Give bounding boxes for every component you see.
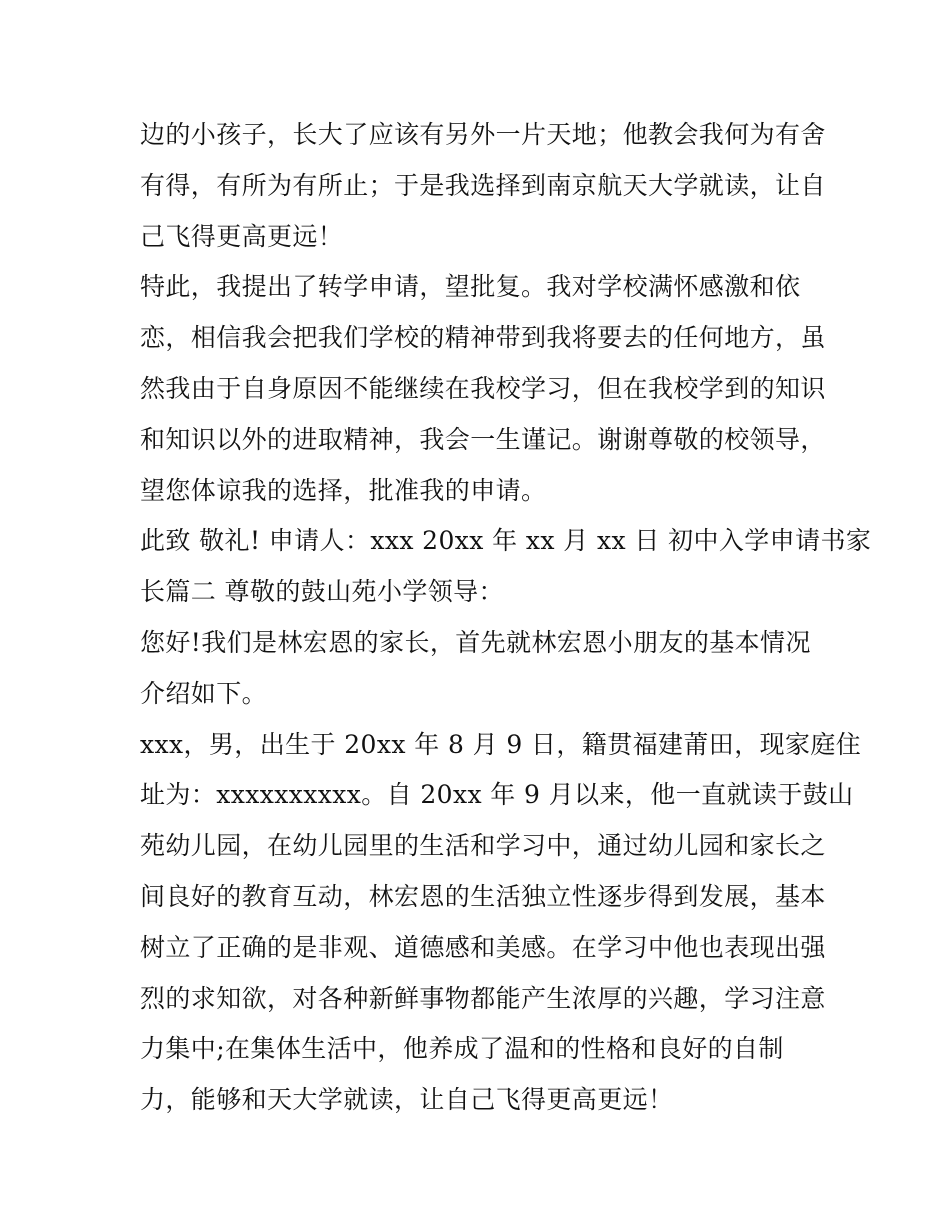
text-line: 址为：xxxxxxxxxx。自 20xx 年 9 月以来，他一直就读于鼓山 (140, 780, 854, 810)
text-line: 和知识以外的进取精神，我会一生谨记。谢谢尊敬的校领导， (140, 424, 826, 454)
text-line: 长篇二 尊敬的鼓山苑小学领导： (140, 577, 504, 607)
text-line: 边的小孩子，长大了应该有另外一片天地；他教会我何为有舍 (140, 120, 826, 149)
text-line: 望您体谅我的选择，批准我的申请。 (140, 475, 547, 505)
text-line: 特此，我提出了转学申请，望批复。我对学校满怀感激和依 (140, 272, 801, 302)
text-line: 烈的求知欲，对各种新鲜事物都能产生浓厚的兴趣，学习注意 (140, 983, 826, 1013)
text-line: 苑幼儿园，在幼儿园里的生活和学习中，通过幼儿园和家长之 (140, 831, 826, 861)
document-body (140, 110, 872, 1126)
text-line: 有得，有所为有所止；于是我选择到南京航天大学就读，让自 (140, 170, 826, 200)
text-line: 间良好的教育互动，林宏恩的生活独立性逐步得到发展，基本 (140, 881, 826, 911)
text-line: 此致 敬礼! 申请人：xxx 20xx 年 xx 月 xx 日 初中入学申请书家 (140, 526, 872, 556)
text-line: 力，能够和天大学就读，让自己飞得更高更远！ (140, 1085, 674, 1115)
text-line: 介绍如下。 (140, 678, 268, 708)
text-line: 您好!我们是林宏恩的家长，首先就林宏恩小朋友的基本情况 (140, 627, 811, 657)
text-line: 树立了正确的是非观、道德感和美感。在学习中他也表现出强 (140, 932, 826, 962)
text-line: 恋，相信我会把我们学校的精神带到我将要去的任何地方，虽 (140, 323, 826, 353)
text-line: 然我由于自身原因不能继续在我校学习，但在我校学到的知识 (140, 373, 826, 403)
text-line: 己飞得更高更远！ (140, 221, 344, 251)
text-line: 力集中;在集体生活中，他养成了温和的性格和良好的自制 (140, 1034, 784, 1064)
text-line: xxx，男，出生于 20xx 年 8 月 9 日，籍贯福建莆田，现家庭住 (140, 729, 862, 759)
